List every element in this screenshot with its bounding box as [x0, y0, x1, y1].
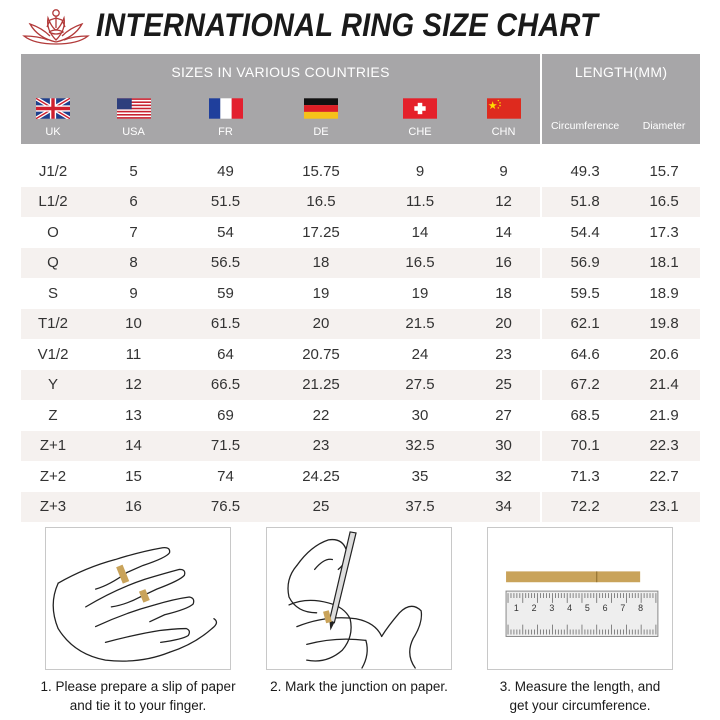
country-header-usa: USA — [85, 90, 182, 144]
table-cell: 54.4 — [541, 217, 628, 248]
step1-caption: 1. Please prepare a slip of paper and tie it to your finger. — [40, 679, 236, 713]
ruler-number: 6 — [602, 602, 608, 613]
table-cell: 30 — [373, 400, 467, 431]
table-cell: 18 — [269, 248, 373, 279]
table-cell: L1/2 — [21, 187, 85, 218]
ruler-measure-icon — [488, 528, 672, 669]
table-cell: 35 — [373, 461, 467, 492]
table-cell: 21.9 — [628, 400, 700, 431]
france-flag-icon — [209, 98, 243, 119]
country-header-fr: FR — [182, 90, 269, 144]
table-cell: Z+3 — [21, 492, 85, 523]
table-cell: 67.2 — [541, 370, 628, 401]
table-cell: 62.1 — [541, 309, 628, 340]
table-cell: 27 — [467, 400, 541, 431]
table-cell: 71.5 — [182, 431, 269, 462]
table-cell: 22 — [269, 400, 373, 431]
table-cell: 11 — [85, 339, 182, 370]
page-title: INTERNATIONAL RING SIZE CHART — [96, 8, 599, 44]
table-cell: 69 — [182, 400, 269, 431]
table-cell: 16.5 — [628, 187, 700, 218]
country-header-che: CHE — [373, 90, 467, 144]
table-cell: 23 — [467, 339, 541, 370]
table-cell: 12 — [467, 187, 541, 218]
usa-flag-icon — [117, 98, 151, 119]
lotus-meditation-icon — [22, 6, 90, 48]
table-cell: 76.5 — [182, 492, 269, 523]
table-cell: 5 — [85, 156, 182, 187]
table-row — [21, 309, 700, 340]
table-cell: Z+2 — [21, 461, 85, 492]
table-cell: 71.3 — [541, 461, 628, 492]
table-cell: 23 — [269, 431, 373, 462]
ruler-number: 3 — [549, 602, 555, 613]
table-cell: 10 — [85, 309, 182, 340]
uk-flag-icon — [36, 98, 70, 119]
table-row — [21, 400, 700, 431]
table-cell: Y — [21, 370, 85, 401]
table-cell: 18 — [467, 278, 541, 309]
length-header: LENGTH(MM) — [541, 54, 700, 90]
table-cell: 56.5 — [182, 248, 269, 279]
table-cell: Q — [21, 248, 85, 279]
table-cell: 25 — [269, 492, 373, 523]
table-cell: 64 — [182, 339, 269, 370]
table-cell: J1/2 — [21, 156, 85, 187]
table-cell: 56.9 — [541, 248, 628, 279]
germany-flag-icon — [304, 98, 338, 119]
country-header-de: DE — [269, 90, 373, 144]
table-cell: Z — [21, 400, 85, 431]
table-cell: 64.6 — [541, 339, 628, 370]
table-cell: 59 — [182, 278, 269, 309]
ring-size-table — [21, 54, 700, 522]
table-row — [21, 187, 700, 218]
table-cell: 15.7 — [628, 156, 700, 187]
table-cell: 25 — [467, 370, 541, 401]
country-header-chn: CHN — [467, 90, 541, 144]
table-cell: 34 — [467, 492, 541, 523]
country-header-uk: UK — [21, 90, 85, 144]
table-cell: 54 — [182, 217, 269, 248]
step2-illustration — [266, 527, 452, 670]
table-cell: 49.3 — [541, 156, 628, 187]
table-cell: 9 — [467, 156, 541, 187]
ruler-number: 5 — [584, 602, 590, 613]
table-cell: S — [21, 278, 85, 309]
table-cell: 16.5 — [373, 248, 467, 279]
table-cell: 19.8 — [628, 309, 700, 340]
hand-marking-paper-icon — [267, 528, 451, 669]
ruler-number: 7 — [620, 602, 626, 613]
table-cell: 59.5 — [541, 278, 628, 309]
table-cell: 21.25 — [269, 370, 373, 401]
table-cell: 74 — [182, 461, 269, 492]
table-cell: 32.5 — [373, 431, 467, 462]
table-cell: 21.4 — [628, 370, 700, 401]
china-flag-icon — [487, 98, 521, 119]
header — [0, 0, 720, 52]
table-cell: 51.8 — [541, 187, 628, 218]
table-cell: 13 — [85, 400, 182, 431]
table-cell: 11.5 — [373, 187, 467, 218]
step3-illustration — [487, 527, 673, 670]
ruler-number: 8 — [638, 602, 644, 613]
table-cell: 9 — [373, 156, 467, 187]
table-cell: 14 — [467, 217, 541, 248]
table-cell: V1/2 — [21, 339, 85, 370]
table-row — [21, 156, 700, 187]
circumference-header: Circumference — [541, 90, 628, 144]
table-cell: 61.5 — [182, 309, 269, 340]
table-cell: 21.5 — [373, 309, 467, 340]
table-cell: T1/2 — [21, 309, 85, 340]
table-cell: 32 — [467, 461, 541, 492]
table-cell: 14 — [373, 217, 467, 248]
table-cell: 20 — [467, 309, 541, 340]
table-cell: 22.3 — [628, 431, 700, 462]
table-cell: 20.6 — [628, 339, 700, 370]
table-cell: 18.1 — [628, 248, 700, 279]
table-row — [21, 431, 700, 462]
table-cell: 14 — [85, 431, 182, 462]
step3-caption: 3. Measure the length, and get your circumference. — [499, 679, 661, 713]
table-cell: 9 — [85, 278, 182, 309]
table-cell: 51.5 — [182, 187, 269, 218]
table-cell: 15.75 — [269, 156, 373, 187]
ruler-number: 2 — [531, 602, 537, 613]
table-cell: 8 — [85, 248, 182, 279]
step2-caption: 2. Mark the junction on paper. — [270, 679, 448, 694]
table-cell: 16 — [467, 248, 541, 279]
table-row — [21, 278, 700, 309]
table-cell: 24 — [373, 339, 467, 370]
table-cell: O — [21, 217, 85, 248]
table-cell: 17.25 — [269, 217, 373, 248]
table-cell: 19 — [373, 278, 467, 309]
table-row — [21, 492, 700, 523]
table-cell: 17.3 — [628, 217, 700, 248]
table-cell: 16 — [85, 492, 182, 523]
table-cell: 68.5 — [541, 400, 628, 431]
table-cell: 6 — [85, 187, 182, 218]
hand-with-paper-strip-icon — [46, 528, 230, 669]
table-cell: 16.5 — [269, 187, 373, 218]
table-cell: 24.25 — [269, 461, 373, 492]
table-cell: 70.1 — [541, 431, 628, 462]
table-cell: 66.5 — [182, 370, 269, 401]
size-rows — [21, 156, 700, 522]
table-cell: Z+1 — [21, 431, 85, 462]
table-cell: 20.75 — [269, 339, 373, 370]
table-cell: 72.2 — [541, 492, 628, 523]
table-cell: 30 — [467, 431, 541, 462]
table-row — [21, 217, 700, 248]
ruler-number: 4 — [567, 602, 573, 613]
table-cell: 37.5 — [373, 492, 467, 523]
switzerland-flag-icon — [403, 98, 437, 119]
table-row — [21, 370, 700, 401]
table-row — [21, 461, 700, 492]
table-row — [21, 339, 700, 370]
table-cell: 23.1 — [628, 492, 700, 523]
table-cell: 18.9 — [628, 278, 700, 309]
diameter-header: Diameter — [628, 90, 700, 144]
table-cell: 49 — [182, 156, 269, 187]
table-cell: 27.5 — [373, 370, 467, 401]
group-header: SIZES IN VARIOUS COUNTRIES — [21, 54, 541, 90]
table-cell: 19 — [269, 278, 373, 309]
table-row — [21, 248, 700, 279]
table-cell: 15 — [85, 461, 182, 492]
step1-illustration — [45, 527, 231, 670]
table-cell: 12 — [85, 370, 182, 401]
table-cell: 20 — [269, 309, 373, 340]
ruler-number: 1 — [513, 602, 519, 613]
table-cell: 22.7 — [628, 461, 700, 492]
table-cell: 7 — [85, 217, 182, 248]
